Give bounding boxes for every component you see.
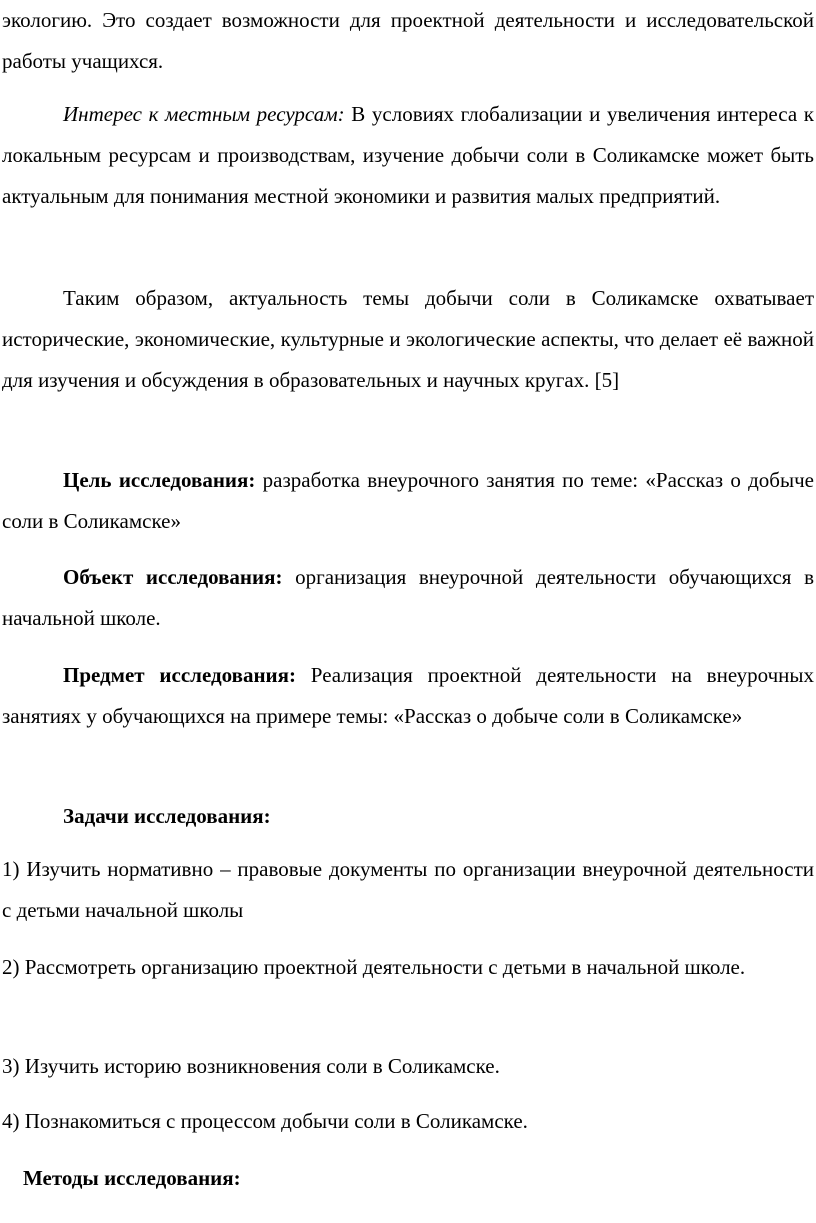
task-item-4: 4) Познакомиться с процессом добычи соли в Соликамске. — [2, 1109, 528, 1133]
task-item-2: 2) Рассмотреть организацию проектной деятельности с детьми в начальной школе. — [2, 955, 746, 979]
research-subject — [2, 655, 814, 737]
paragraph-local-resources — [2, 94, 814, 217]
paragraph-text: В условиях глобализации и увеличения интереса к локальным ресурсам и производствам, изучение добычи соли в Соликамске может быть актуальным для понимания местной экономики и развития малых предприятий. — [2, 102, 814, 208]
subject-label: Предмет исследования: — [63, 663, 296, 687]
research-object — [2, 557, 814, 639]
goal-label: Цель исследования: — [63, 468, 256, 492]
italic-lead: Интерес к местным ресурсам: — [63, 102, 345, 126]
tasks-heading: Задачи исследования: — [63, 804, 271, 828]
object-text: организация внеурочной деятельности обучающихся в начальной школе. — [2, 565, 814, 630]
paragraph-relevance-summary — [2, 278, 814, 401]
goal-text: разработка внеурочного занятия по теме: «Рассказ о добыче соли в Соликамске» — [2, 468, 814, 533]
object-label: Объект исследования: — [63, 565, 283, 589]
paragraph-ecology — [2, 0, 814, 82]
subject-text: Реализация проектной деятельности на внеурочных занятиях у обучающихся на примере темы: «Рассказ о добыче соли в Соликамске» — [2, 663, 814, 728]
paragraph-text: Таким образом, актуальность темы добычи соли в Соликамске охватывает исторические, экономические, культурные и экологические аспекты, что делает её важной для изучения и обсуждения в образовательных и научных кругах. [5] — [2, 286, 814, 392]
research-goal — [2, 460, 814, 542]
methods-heading: Методы исследования: — [23, 1166, 241, 1190]
paragraph-text: экологию. Это создает возможности для проектной деятельности и исследовательской работы учащихся. — [2, 8, 814, 73]
task-item-1: 1) Изучить нормативно – правовые документы по организации внеурочной деятельности с детьми начальной школы — [2, 857, 814, 922]
task-item-3: 3) Изучить историю возникновения соли в Соликамске. — [2, 1054, 500, 1078]
